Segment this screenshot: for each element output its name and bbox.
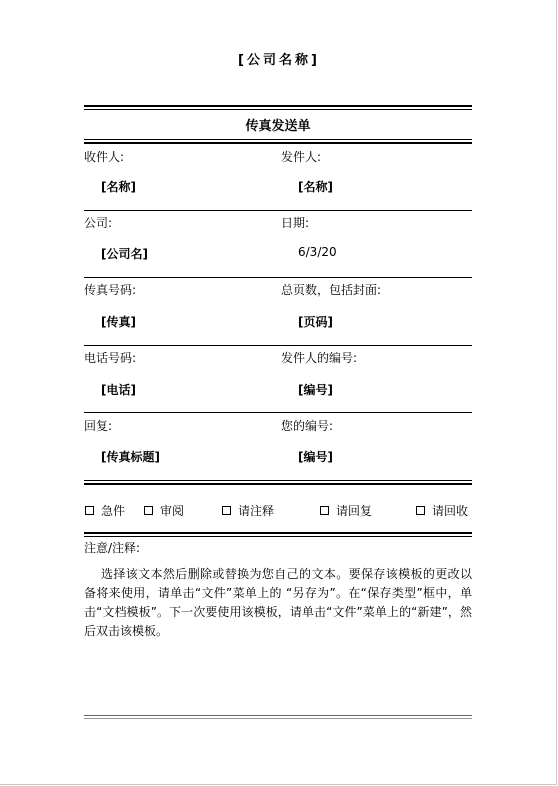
total-pages-value[interactable]: [页码] xyxy=(298,315,333,329)
checkbox-please-comment[interactable] xyxy=(222,502,274,519)
checkbox-band-top-rule-2 xyxy=(84,483,472,485)
checkbox-square-icon[interactable] xyxy=(222,506,231,515)
checkbox-square-icon[interactable] xyxy=(85,506,94,515)
phone-number-label: 电话号码: xyxy=(84,351,137,365)
sender-reference-label: 发件人的编号: xyxy=(281,351,358,365)
reply-label: 回复: xyxy=(84,419,113,433)
checkbox-band-bottom-rule xyxy=(84,532,472,534)
checkbox-label: 请回复 xyxy=(336,504,373,518)
checkbox-please-reply[interactable] xyxy=(320,502,372,519)
recipient-label: 收件人: xyxy=(84,150,125,164)
checkbox-label: 请注释 xyxy=(238,504,275,518)
checkbox-band-top-rule xyxy=(84,480,472,481)
checkbox-label: 请回收 xyxy=(432,504,469,518)
date-label: 日期: xyxy=(281,216,310,230)
company-label: 公司: xyxy=(84,216,113,230)
checkbox-band-bottom-rule-2 xyxy=(84,536,472,537)
checkbox-please-recycle[interactable] xyxy=(416,502,468,519)
row-divider xyxy=(84,345,472,346)
document-title: 传真发送单 xyxy=(245,119,311,134)
recipient-value[interactable]: [名称] xyxy=(101,180,136,194)
company-name-placeholder[interactable]: [公司名称] xyxy=(238,53,320,68)
sender-value[interactable]: [名称] xyxy=(298,180,333,194)
row-divider xyxy=(84,277,472,278)
phone-number-value[interactable]: [电话] xyxy=(101,383,136,397)
checkbox-square-icon[interactable] xyxy=(144,506,153,515)
footer-rule-2 xyxy=(84,718,472,719)
title-top-rule xyxy=(84,105,472,107)
company-value[interactable]: [公司名] xyxy=(101,247,148,261)
fax-number-value[interactable]: [传真] xyxy=(101,315,136,329)
total-pages-label: 总页数，包括封面: xyxy=(281,283,382,297)
title-top-rule-2 xyxy=(84,109,472,110)
checkbox-review[interactable] xyxy=(144,502,184,519)
your-reference-value[interactable]: [编号] xyxy=(298,450,333,464)
row-divider xyxy=(84,210,472,211)
checkbox-label: 急件 xyxy=(101,504,126,518)
checkbox-square-icon[interactable] xyxy=(320,506,329,515)
checkbox-label: 审阅 xyxy=(160,504,185,518)
reply-value[interactable]: [传真标题] xyxy=(101,450,160,464)
row-divider xyxy=(84,412,472,413)
date-value[interactable]: 6/3/20 xyxy=(298,245,337,259)
your-reference-label: 您的编号: xyxy=(281,419,334,433)
title-bottom-rule-2 xyxy=(84,142,472,144)
notes-label: 注意/注释: xyxy=(84,541,141,555)
sender-reference-value[interactable]: [编号] xyxy=(298,383,333,397)
notes-body-text[interactable]: 选择该文本然后删除或替换为您自己的文本。要保存该模板的更改以备将来使用，请单击“文件”菜单上的 “另存为”。在“保存类型”框中，单击“文档模板”。下一次要使用该模板，请单击“文件”菜单上的“新建”，然后双击该模板。 xyxy=(84,567,472,638)
footer-rule xyxy=(84,715,472,716)
title-bottom-rule xyxy=(84,139,472,140)
fax-number-label: 传真号码: xyxy=(84,283,137,297)
checkbox-urgent[interactable] xyxy=(85,502,125,519)
sender-label: 发件人: xyxy=(281,150,322,164)
checkbox-square-icon[interactable] xyxy=(416,506,425,515)
